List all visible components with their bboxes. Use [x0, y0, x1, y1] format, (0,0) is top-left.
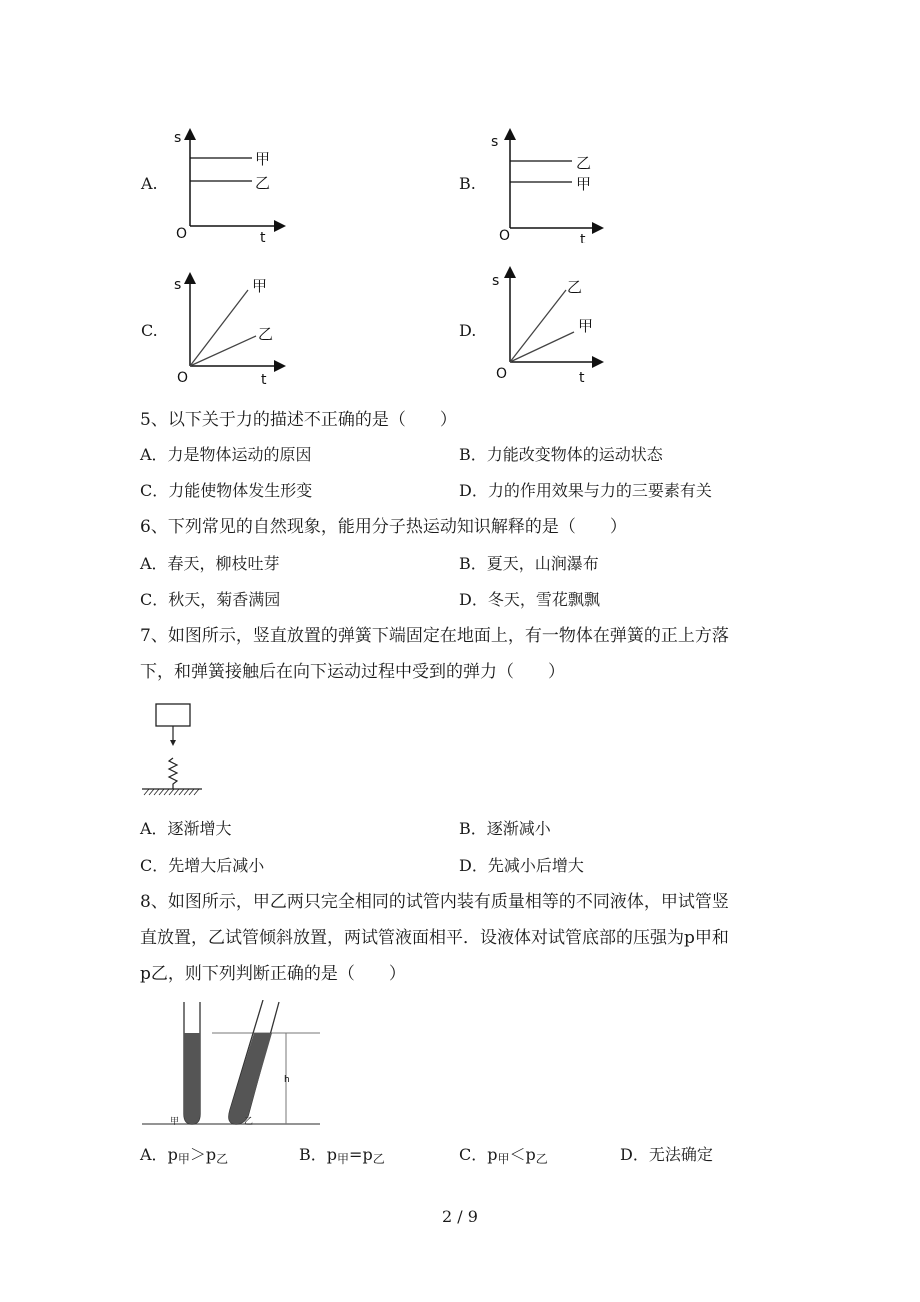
q7-stem-line1: 7、如图所示，竖直放置的弹簧下端固定在地面上，有一物体在弹簧的正上方落	[140, 626, 729, 646]
q5-option-d: D．力的作用效果与力的三要素有关	[459, 481, 712, 500]
q4-option-d-graph	[488, 266, 608, 386]
q8-option-c: C．$p_甲<p_乙$	[459, 1145, 548, 1166]
t-label: t	[579, 370, 585, 386]
q7-option-c: C．先增大后减小	[140, 856, 265, 875]
ground-hatching	[144, 789, 199, 795]
q7-spring-figure	[138, 700, 218, 800]
q8-stem-line1: 8、如图所示，甲乙两只完全相同的试管内装有质量相等的不同液体，甲试管竖	[140, 892, 729, 912]
s-label: s	[174, 130, 182, 146]
t-label: t	[260, 230, 266, 243]
fall-arrowhead	[170, 740, 176, 746]
q6-option-d: D．冬天，雪花飘飘	[459, 590, 600, 609]
q6-stem: 6、下列常见的自然现象，能用分子热运动知识解释的是（ ）	[140, 517, 627, 537]
line-yi	[190, 336, 256, 366]
line-label-top: 乙	[576, 154, 592, 172]
q7-option-d: D．先减小后增大	[459, 856, 584, 875]
q7-option-b: B．逐渐减小	[459, 819, 551, 838]
q5-option-b: B．力能改变物体的运动状态	[459, 445, 663, 464]
q8-option-a: A．$p_甲>p_乙$	[140, 1145, 229, 1166]
q4-option-c-letter: C.	[141, 321, 158, 340]
tube-yi-liquid	[229, 1033, 272, 1124]
line-label-bottom: 乙	[255, 174, 271, 192]
origin-label: O	[496, 366, 508, 382]
line-label-top: 甲	[252, 277, 268, 295]
q4-option-b-graph	[488, 128, 608, 243]
page-number: 2 / 9	[442, 1207, 478, 1226]
line-label-bottom: 甲	[578, 317, 594, 335]
q4-option-c-graph	[168, 272, 288, 387]
q8-option-d: D．无法确定	[620, 1145, 713, 1164]
tube-jia-liquid	[184, 1033, 200, 1124]
tube-yi-label: 乙	[244, 1117, 254, 1127]
line-jia	[190, 290, 248, 366]
height-label: h	[284, 1075, 290, 1085]
q6-option-b: B．夏天，山涧瀑布	[459, 554, 599, 573]
tube-jia-label: 甲	[170, 1117, 180, 1127]
t-label: t	[580, 232, 586, 243]
line-label-bottom: 甲	[576, 175, 592, 193]
q4-option-b-letter: B.	[459, 174, 476, 193]
q7-option-a: A．逐渐增大	[140, 819, 232, 838]
origin-label: O	[499, 228, 511, 243]
q8-stem-line2: 直放置，乙试管倾斜放置，两试管液面相平．设液体对试管底部的压强为p甲和	[140, 928, 729, 948]
q6-option-a: A．春天，柳枝吐芽	[140, 554, 280, 573]
line-jia	[510, 332, 574, 362]
q8-option-b: B．$p_甲=p_乙$	[299, 1145, 385, 1166]
q5-option-a: A．力是物体运动的原因	[140, 445, 312, 464]
origin-label: O	[176, 226, 188, 242]
q7-stem-line2: 下，和弹簧接触后在向下运动过程中受到的弹力（ ）	[140, 662, 565, 682]
s-label: s	[174, 277, 182, 293]
line-label-top: 乙	[567, 278, 583, 296]
q5-option-c: C．力能使物体发生形变	[140, 481, 313, 500]
s-label: s	[491, 134, 499, 150]
q8-test-tube-figure	[140, 1000, 330, 1132]
q4-option-a-graph	[168, 128, 288, 243]
spring	[169, 758, 177, 789]
line-label-bottom: 乙	[258, 325, 274, 343]
q4-option-a-letter: A.	[141, 174, 158, 193]
s-label: s	[492, 273, 500, 289]
q8-stem-line3: p乙，则下列判断正确的是（ ）	[140, 964, 406, 984]
q4-option-d-letter: D.	[459, 321, 477, 340]
q6-option-c: C．秋天，菊香满园	[140, 590, 281, 609]
falling-block	[156, 704, 190, 726]
q5-stem: 5、以下关于力的描述不正确的是（ ）	[140, 410, 457, 430]
t-label: t	[261, 372, 267, 387]
origin-label: O	[177, 370, 189, 386]
line-yi	[510, 290, 566, 362]
line-label-top: 甲	[255, 150, 271, 168]
